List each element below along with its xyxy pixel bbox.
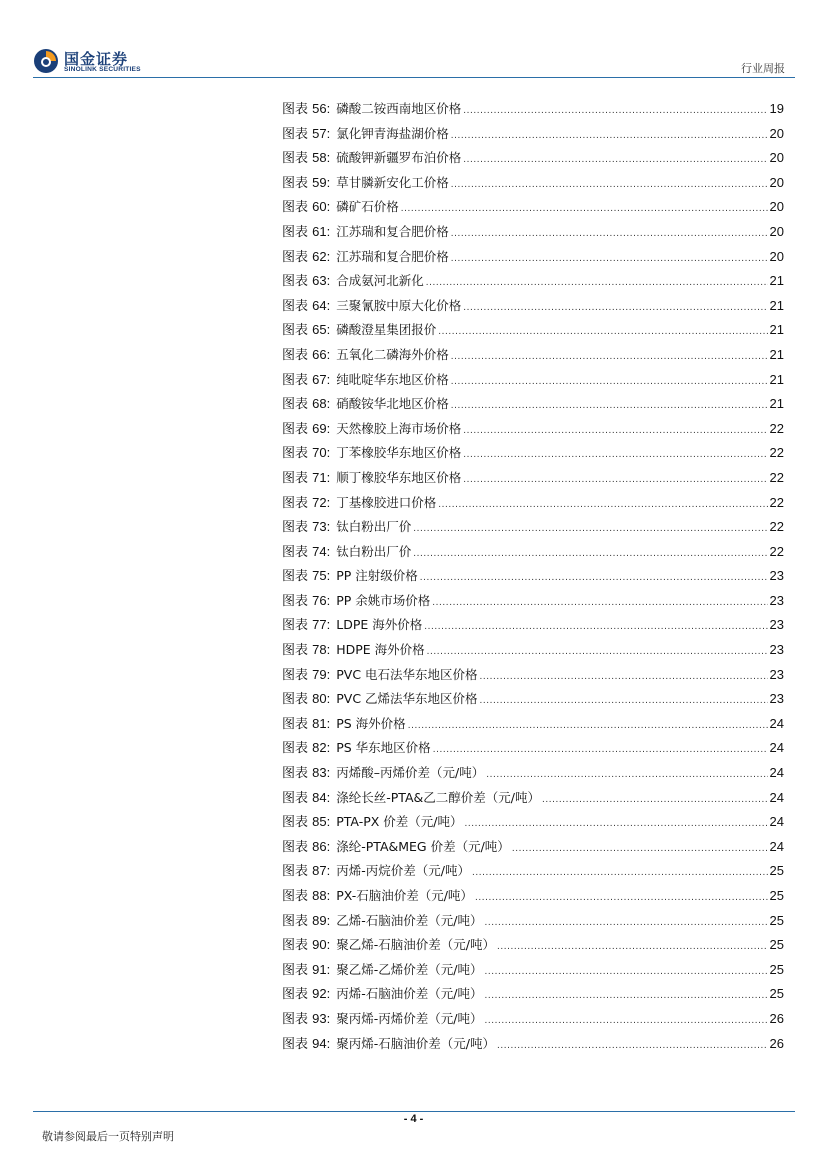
toc-figure-label [282,639,330,658]
toc-figure-number: 81: [312,715,331,731]
toc-entry[interactable] [282,910,784,935]
disclaimer-text: 敬请参阅最后一页特别声明 [42,1130,174,1143]
toc-figure-title: 硝酸铵华北地区价格 [336,396,449,412]
toc-page-number: 24 [769,789,784,805]
toc-figure-prefix: 图表 [282,372,309,388]
toc-leader-dots [432,597,767,608]
toc-figure-label [282,836,330,855]
company-logo [33,48,158,76]
toc-figure-prefix: 图表 [282,446,309,462]
toc-leader-dots [433,744,768,755]
toc-page-number: 21 [769,346,784,362]
toc-figure-label [282,1008,330,1027]
toc-figure-number: 63: [312,273,331,289]
toc-leader-dots [484,917,767,928]
toc-figure-title: 丙烯酸–丙烯价差（元/吨） [336,765,485,781]
toc-leader-dots [463,474,767,485]
toc-figure-prefix: 图表 [282,790,309,806]
toc-figure-prefix: 图表 [282,544,309,560]
toc-entry[interactable] [282,787,784,812]
toc-figure-title: 江苏瑞和复合肥价格 [336,248,449,264]
toc-entry[interactable] [282,295,784,320]
toc-entry[interactable] [282,123,784,148]
toc-leader-dots [401,203,768,214]
toc-entry[interactable] [282,565,784,590]
toc-figure-title: 钛白粉出厂价 [336,519,412,535]
toc-figure-title: 磷酸二铵西南地区价格 [336,101,462,116]
toc-figure-label [282,614,330,633]
toc-leader-dots [472,867,768,878]
toc-leader-dots [497,1040,768,1051]
toc-figure-label [282,369,330,388]
toc-entry[interactable] [282,664,784,689]
report-type: 行业周报 [741,62,785,75]
toc-leader-dots [512,843,768,854]
toc-figure-prefix: 图表 [282,200,309,216]
toc-entry[interactable] [282,959,784,984]
toc-figure-label [282,1033,330,1052]
toc-page-number: 21 [769,297,784,313]
toc-entry[interactable] [282,860,784,885]
figure-index-list [282,98,784,1057]
toc-figure-prefix: 图表 [282,889,309,904]
toc-figure-label [282,590,330,609]
toc-figure-label [282,713,330,732]
toc-page-number: 25 [769,912,784,928]
toc-leader-dots [451,179,768,190]
toc-figure-title: 纯吡啶华东地区价格 [336,371,449,387]
toc-leader-dots [408,720,768,731]
toc-entry[interactable] [282,688,784,713]
toc-page-number: 25 [769,888,784,903]
toc-figure-number: 61: [312,223,331,239]
toc-figure-label [282,688,330,707]
toc-figure-title: 硫酸钾新疆罗布泊价格 [336,150,462,166]
toc-figure-title: 涤纶-PTA&MEG 价差（元/吨） [336,838,510,854]
toc-figure-title: 江苏瑞和复合肥价格 [336,223,449,239]
toc-figure-label [282,442,330,461]
toc-figure-title: PX-石脑油价差（元/吨） [336,888,473,903]
toc-leader-dots [463,154,767,165]
toc-figure-prefix: 图表 [282,495,309,511]
toc-figure-title: 涤纶长丝-PTA&乙二醇价差（元/吨） [336,789,540,805]
toc-page-number: 20 [769,223,784,239]
toc-leader-dots [451,376,768,387]
toc-figure-prefix: 图表 [282,421,309,437]
toc-entry[interactable] [282,713,784,738]
toc-entry[interactable] [282,811,784,836]
toc-figure-title: 三聚氰胺中原大化价格 [336,297,462,313]
toc-page-number: 24 [769,740,784,756]
toc-figure-number: 88: [312,888,331,903]
toc-page-number: 24 [769,814,784,830]
toc-entry[interactable] [282,418,784,443]
toc-figure-number: 65: [312,322,331,338]
toc-figure-label [282,934,330,953]
toc-figure-number: 59: [312,174,331,190]
toc-figure-prefix: 图表 [282,839,309,855]
toc-figure-prefix: 图表 [282,938,309,954]
toc-leader-dots [475,892,768,903]
toc-page-number: 23 [769,592,784,608]
footer-divider [33,1111,795,1112]
toc-figure-number: 64: [312,297,331,313]
header-divider [33,77,795,78]
toc-figure-title: 聚丙烯-石脑油价差（元/吨） [336,1035,495,1051]
toc-figure-prefix: 图表 [282,102,309,117]
toc-entry[interactable] [282,885,784,910]
toc-figure-prefix: 图表 [282,766,309,782]
toc-leader-dots [451,228,768,239]
toc-figure-title: LDPE 海外价格 [336,617,423,633]
toc-figure-label [282,319,330,338]
toc-entry[interactable] [282,344,784,369]
toc-figure-prefix: 图表 [282,298,309,314]
toc-figure-label [282,467,330,486]
toc-figure-number: 82: [312,740,331,756]
toc-leader-dots [438,326,767,337]
toc-page-number: 25 [769,986,784,1002]
toc-figure-label [282,492,330,511]
toc-entry[interactable] [282,98,784,123]
toc-figure-title: 聚丙烯-丙烯价差（元/吨） [336,1010,483,1026]
toc-leader-dots [484,990,767,1001]
toc-leader-dots [484,966,767,977]
toc-page-number: 25 [769,937,784,953]
toc-figure-prefix: 图表 [282,716,309,732]
toc-figure-number: 68: [312,396,331,412]
toc-entry[interactable] [282,541,784,566]
toc-figure-prefix: 图表 [282,397,309,413]
toc-leader-dots [463,425,767,436]
toc-figure-number: 57: [312,125,331,141]
toc-entry[interactable] [282,246,784,271]
toc-page-number: 25 [769,961,784,977]
toc-page-number: 20 [769,150,784,166]
toc-figure-label [282,270,330,289]
toc-figure-number: 93: [312,1010,331,1026]
toc-page-number: 22 [769,519,784,535]
toc-figure-number: 60: [312,199,331,215]
toc-entry[interactable] [282,492,784,517]
toc-figure-label [282,983,330,1002]
toc-entry[interactable] [282,934,784,959]
toc-figure-number: 92: [312,986,331,1002]
toc-figure-label [282,860,330,879]
toc-figure-prefix: 图表 [282,249,309,265]
toc-entry[interactable] [282,147,784,172]
toc-figure-title: 丁基橡胶进口价格 [336,494,437,510]
toc-figure-title: 顺丁橡胶华东地区价格 [336,469,462,485]
toc-figure-prefix: 图表 [282,913,309,929]
toc-figure-label [282,123,330,142]
toc-figure-number: 75: [312,568,331,584]
toc-figure-number: 73: [312,519,331,535]
toc-figure-prefix: 图表 [282,126,309,142]
toc-figure-number: 89: [312,912,331,928]
toc-figure-number: 70: [312,445,331,461]
toc-leader-dots [486,769,767,780]
toc-page-number: 23 [769,691,784,707]
toc-figure-title: 丙烯-石脑油价差（元/吨） [336,986,483,1002]
toc-figure-number: 76: [312,592,331,608]
toc-figure-title: 合成氨河北新化 [336,273,424,289]
toc-leader-dots [424,621,767,632]
toc-leader-dots [465,818,768,829]
toc-figure-number: 77: [312,617,331,633]
toc-leader-dots [480,695,768,706]
toc-page-number: 22 [769,445,784,461]
toc-figure-title: 聚乙烯-石脑油价差（元/吨） [336,937,495,953]
toc-entry[interactable] [282,196,784,221]
toc-figure-title: 氯化钾青海盐湖价格 [336,125,449,141]
toc-figure-prefix: 图表 [282,864,309,880]
toc-figure-number: 69: [312,420,331,436]
toc-figure-title: PP 余姚市场价格 [336,592,431,608]
toc-figure-number: 85: [312,814,331,830]
toc-figure-prefix: 图表 [282,667,309,683]
toc-entry[interactable] [282,172,784,197]
toc-entry[interactable] [282,1033,784,1058]
toc-figure-title: 草甘膦新安化工价格 [336,174,449,190]
toc-figure-label [282,516,330,535]
toc-page-number: 24 [769,765,784,781]
logo-chinese-name: 国金证券 [64,50,129,68]
toc-figure-label [282,541,330,560]
toc-figure-label [282,762,330,781]
toc-entry[interactable] [282,442,784,467]
toc-leader-dots [426,277,768,288]
toc-figure-label [282,664,330,683]
toc-page-number: 20 [769,248,784,264]
toc-figure-prefix: 图表 [282,347,309,363]
toc-figure-prefix: 图表 [282,815,309,831]
toc-figure-prefix: 图表 [282,323,309,339]
toc-figure-label [282,393,330,412]
toc-leader-dots [463,302,767,313]
toc-figure-number: 66: [312,346,331,362]
toc-leader-dots [484,1015,767,1026]
toc-entry[interactable] [282,270,784,295]
toc-page-number: 24 [769,715,784,731]
toc-figure-label [282,221,330,240]
toc-figure-number: 58: [312,150,331,166]
toc-leader-dots [413,548,767,559]
toc-figure-title: PTA-PX 价差（元/吨） [336,814,463,830]
toc-figure-title: PS 海外价格 [336,715,406,731]
toc-figure-prefix: 图表 [282,741,309,757]
toc-figure-label [282,344,330,363]
toc-figure-prefix: 图表 [282,1036,309,1052]
toc-page-number: 23 [769,666,784,682]
toc-figure-number: 84: [312,789,331,805]
toc-figure-title: 钛白粉出厂价 [336,543,412,559]
toc-entry[interactable] [282,221,784,246]
toc-figure-prefix: 图表 [282,618,309,634]
toc-figure-number: 78: [312,642,331,658]
toc-page-number: 21 [769,273,784,289]
toc-figure-prefix: 图表 [282,175,309,191]
toc-figure-label [282,246,330,265]
toc-page-number: 20 [769,125,784,141]
toc-figure-number: 56: [312,101,331,116]
toc-leader-dots [497,941,768,952]
toc-figure-title: PVC 电石法华东地区价格 [336,666,478,682]
toc-figure-prefix: 图表 [282,593,309,609]
toc-page-number: 26 [769,1010,784,1026]
toc-figure-number: 83: [312,765,331,781]
toc-leader-dots [427,646,768,657]
toc-page-number: 25 [769,863,784,879]
toc-figure-title: 磷矿石价格 [336,199,399,215]
toc-figure-prefix: 图表 [282,151,309,167]
toc-page-number: 19 [769,101,784,116]
toc-figure-prefix: 图表 [282,643,309,659]
toc-figure-label [282,910,330,929]
toc-entry[interactable] [282,836,784,861]
toc-page-number: 23 [769,568,784,584]
toc-figure-title: 丁苯橡胶华东地区价格 [336,445,462,461]
toc-page-number: 24 [769,838,784,854]
toc-entry[interactable] [282,369,784,394]
toc-leader-dots [451,253,768,264]
toc-entry[interactable] [282,319,784,344]
toc-figure-label [282,147,330,166]
toc-entry[interactable] [282,983,784,1008]
toc-page-number: 26 [769,1035,784,1051]
toc-leader-dots [463,449,767,460]
toc-figure-prefix: 图表 [282,692,309,708]
toc-figure-label [282,787,330,806]
toc-figure-number: 90: [312,937,331,953]
toc-page-number: 20 [769,199,784,215]
toc-entry[interactable] [282,393,784,418]
toc-figure-prefix: 图表 [282,224,309,240]
toc-page-number: 21 [769,322,784,338]
toc-figure-prefix: 图表 [282,987,309,1003]
toc-page-number: 22 [769,420,784,436]
toc-figure-number: 74: [312,543,331,559]
toc-leader-dots [451,130,768,141]
toc-page-number: 22 [769,469,784,485]
page-number: - 4 - [403,1113,424,1125]
toc-entry[interactable] [282,762,784,787]
toc-figure-label [282,295,330,314]
toc-figure-prefix: 图表 [282,569,309,585]
toc-entry[interactable] [282,639,784,664]
toc-figure-number: 80: [312,691,331,707]
toc-figure-number: 94: [312,1035,331,1051]
toc-figure-number: 67: [312,371,331,387]
toc-leader-dots [463,105,767,116]
toc-leader-dots [451,351,768,362]
toc-figure-number: 62: [312,248,331,264]
logo-english-name: SINOLINK SECURITIES [64,66,141,73]
toc-entry[interactable] [282,614,784,639]
toc-figure-number: 91: [312,961,331,977]
toc-entry[interactable] [282,737,784,762]
toc-figure-title: 天然橡胶上海市场价格 [336,420,462,436]
toc-figure-title: PP 注射级价格 [336,568,418,584]
toc-leader-dots [480,671,768,682]
toc-figure-prefix: 图表 [282,274,309,290]
toc-figure-title: PVC 乙烯法华东地区价格 [336,691,478,707]
toc-page-number: 21 [769,396,784,412]
sinolink-logo-icon [33,48,59,74]
toc-figure-number: 86: [312,838,331,854]
toc-entry[interactable] [282,590,784,615]
toc-figure-label [282,811,330,830]
toc-entry[interactable] [282,1008,784,1033]
toc-figure-title: PS 华东地区价格 [336,740,431,756]
toc-figure-label [282,418,330,437]
toc-figure-title: 五氧化二磷海外价格 [336,346,449,362]
toc-figure-label [282,172,330,191]
toc-figure-title: 磷酸澄星集团报价 [336,322,437,338]
toc-figure-prefix: 图表 [282,520,309,536]
toc-figure-number: 79: [312,666,331,682]
toc-figure-title: HDPE 海外价格 [336,642,425,658]
toc-figure-title: 丙烯-丙烷价差（元/吨） [336,863,470,879]
toc-leader-dots [542,794,768,805]
toc-page-number: 22 [769,543,784,559]
toc-figure-number: 72: [312,494,331,510]
toc-leader-dots [438,499,767,510]
toc-page-number: 21 [769,371,784,387]
toc-leader-dots [420,572,768,583]
toc-figure-label [282,959,330,978]
toc-figure-number: 87: [312,863,331,879]
toc-leader-dots [413,523,767,534]
page-header [0,0,827,80]
toc-figure-label [282,885,330,904]
toc-figure-label [282,565,330,584]
toc-figure-label [282,737,330,756]
toc-figure-number: 71: [312,469,331,485]
toc-figure-title: 乙烯-石脑油价差（元/吨） [336,912,483,928]
toc-figure-prefix: 图表 [282,1011,309,1027]
toc-page-number: 23 [769,617,784,633]
toc-page-number: 22 [769,494,784,510]
toc-leader-dots [451,400,768,411]
toc-figure-prefix: 图表 [282,470,309,486]
toc-figure-prefix: 图表 [282,962,309,978]
toc-page-number: 23 [769,642,784,658]
toc-figure-title: 聚乙烯-乙烯价差（元/吨） [336,961,483,977]
toc-figure-label [282,196,330,215]
toc-figure-label [282,98,330,117]
toc-page-number: 20 [769,174,784,190]
toc-entry[interactable] [282,516,784,541]
toc-entry[interactable] [282,467,784,492]
